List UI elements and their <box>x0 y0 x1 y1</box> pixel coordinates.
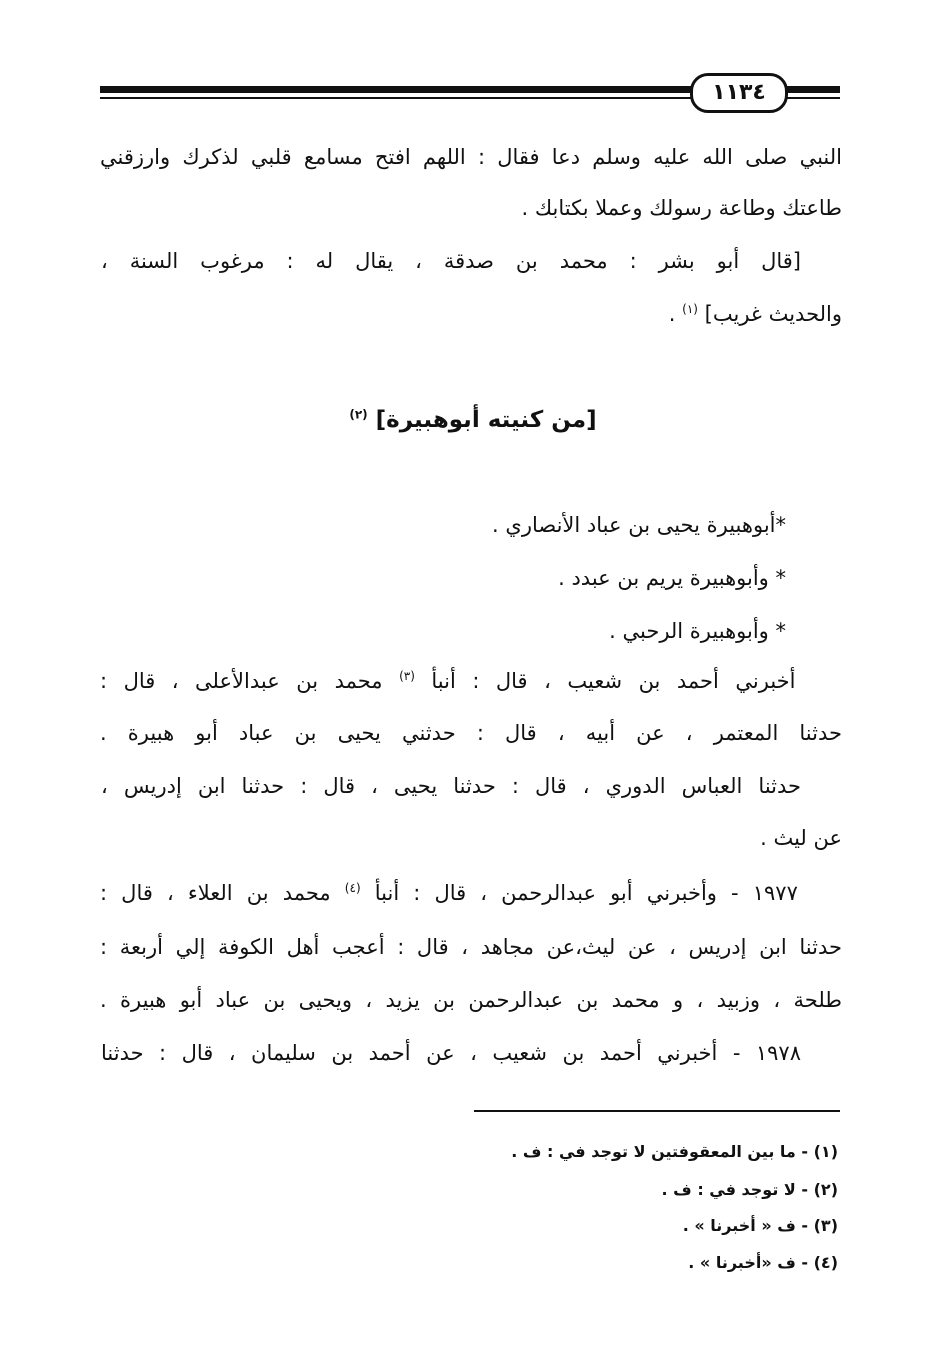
footnote-ref-3: (٣) <box>399 669 415 683</box>
section-heading-text: [من كنيته أبوهبيرة] <box>375 407 597 433</box>
text-line-12-a: ١٩٧٧ - وأخبرني أبو عبدالرحمن ، قال : أنبأ <box>374 881 798 905</box>
text-line-1: النبي صلى الله عليه وسلم دعا فقال : اللهم افتح مسامع قلبي لذكرك وارزقني <box>100 145 842 169</box>
text-line-8-b: محمد بن عبدالأعلى ، قال : <box>100 669 383 693</box>
footnote-ref-4: (٤) <box>344 881 361 895</box>
text-line-14: طلحة ، وزبيد ، و محمد بن عبدالرحمن بن يزيد ، ويحيى بن عباد أبو هبيرة . <box>100 988 842 1012</box>
list-item-3: * وأبوهبيرة الرحبي . <box>609 619 786 643</box>
text-line-12-b: محمد بن العلاء ، قال : <box>100 881 331 905</box>
text-line-3: [قال أبو بشر : محمد بن صدقة ، يقال له : مرغوب السنة ، <box>101 249 801 273</box>
page-number: ١١٣٤ <box>690 73 788 113</box>
section-heading <box>0 404 946 436</box>
text-line-13: حدثنا ابن إدريس ، عن ليث،عن مجاهد ، قال : أعجب أهل الكوفة إلي أربعة : <box>100 935 842 959</box>
footnote-ref-2: (٢) <box>349 407 368 422</box>
footnote-ref-1: (١) <box>682 302 698 316</box>
text-line-4-main: والحديث غريب] <box>704 302 842 326</box>
text-line-9: حدثنا المعتمر ، عن أبيه ، قال : حدثني يحيى بن عباد أبو هبيرة . <box>100 721 842 745</box>
text-line-4 <box>669 299 842 329</box>
text-line-15: ١٩٧٨ - أخبرني أحمد بن شعيب ، عن أحمد بن سليمان ، قال : حدثنا <box>101 1041 801 1065</box>
footnote-1: (١) - ما بين المعقوفتين لا توجد في : ف . <box>511 1142 838 1161</box>
footnote-4: (٤) - ف «أخبرنا » . <box>688 1253 838 1272</box>
page-header <box>100 70 840 112</box>
footnote-separator <box>474 1110 840 1112</box>
text-line-12 <box>100 878 842 908</box>
footnote-3: (٣) - ف « أخبرنا » . <box>682 1216 838 1235</box>
text-line-4-end: . <box>668 302 676 326</box>
list-item-2: * وأبوهبيرة يريم بن عبدد . <box>558 566 786 590</box>
text-line-10: حدثنا العباس الدوري ، قال : حدثنا يحيى ، قال : حدثنا ابن إدريس ، <box>101 774 801 798</box>
text-line-2: طاعتك وطاعة رسولك وعملا بكتابك . <box>521 196 842 220</box>
footnote-2: (٢) - لا توجد في : ف . <box>661 1180 838 1199</box>
text-line-8-a: أخبرني أحمد بن شعيب ، قال : أنبأ <box>431 669 796 693</box>
text-line-8 <box>100 666 842 696</box>
text-line-11: عن ليث . <box>760 826 842 850</box>
list-item-1: *أبوهبيرة يحيى بن عباد الأنصاري . <box>492 513 786 537</box>
